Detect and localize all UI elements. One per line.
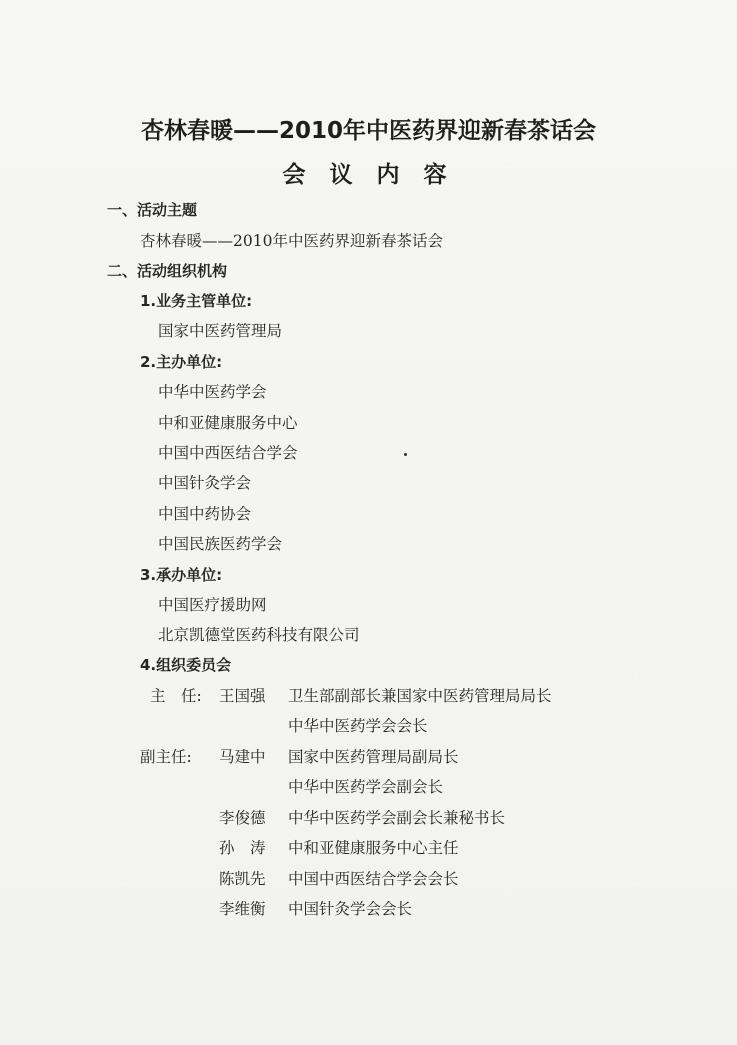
scan-speck xyxy=(404,453,407,456)
theme-text: 杏林春暖——2010年中医药界迎新春茶话会 xyxy=(140,232,443,250)
deputy-role: 副主任: xyxy=(140,748,192,766)
host-item: 中国民族医药学会 xyxy=(158,535,283,553)
host-item: 中国针灸学会 xyxy=(158,474,252,492)
committee-label: 4.组织委员会 xyxy=(140,656,232,674)
organizer-item: 中国医疗援助网 xyxy=(158,596,267,614)
section-heading-theme: 一、活动主题 xyxy=(107,201,198,219)
deputy-title: 中华中医药学会副会长 xyxy=(288,778,444,796)
organizers-label: 3.承办单位: xyxy=(140,566,223,584)
deputy-name: 李维衡 xyxy=(219,900,266,918)
host-item: 中国中药协会 xyxy=(158,505,252,523)
director-name: 王国强 xyxy=(219,687,266,705)
supervisor-item: 国家中医药管理局 xyxy=(158,322,283,340)
director-title: 卫生部副部长兼国家中医药管理局局长 xyxy=(288,687,552,705)
hosts-label: 2.主办单位: xyxy=(140,353,223,371)
host-item: 中国中西医结合学会 xyxy=(158,444,298,462)
deputy-name: 李俊德 xyxy=(219,809,266,827)
deputy-title: 中国针灸学会会长 xyxy=(288,900,413,918)
deputy-name: 孙 涛 xyxy=(219,839,266,857)
deputy-title: 国家中医药管理局副局长 xyxy=(288,748,459,766)
supervisor-label: 1.业务主管单位: xyxy=(140,292,253,310)
organizer-item: 北京凯德堂医药科技有限公司 xyxy=(158,626,360,644)
deputy-name: 陈凯先 xyxy=(219,870,266,888)
host-item: 中华中医药学会 xyxy=(158,383,267,401)
deputy-name: 马建中 xyxy=(219,748,266,766)
document-subtitle: 会 议 内 容 xyxy=(282,162,455,188)
deputy-title: 中和亚健康服务中心主任 xyxy=(288,839,459,857)
deputy-title: 中华中医药学会副会长兼秘书长 xyxy=(288,809,506,827)
host-item: 中和亚健康服务中心 xyxy=(158,414,298,432)
director-role: 主 任: xyxy=(150,687,202,705)
deputy-title: 中国中西医结合学会会长 xyxy=(288,870,459,888)
document-title: 杏林春暖——2010年中医药界迎新春茶话会 xyxy=(140,118,596,144)
director-title: 中华中医药学会会长 xyxy=(288,717,428,735)
section-heading-organization: 二、活动组织机构 xyxy=(107,262,228,280)
